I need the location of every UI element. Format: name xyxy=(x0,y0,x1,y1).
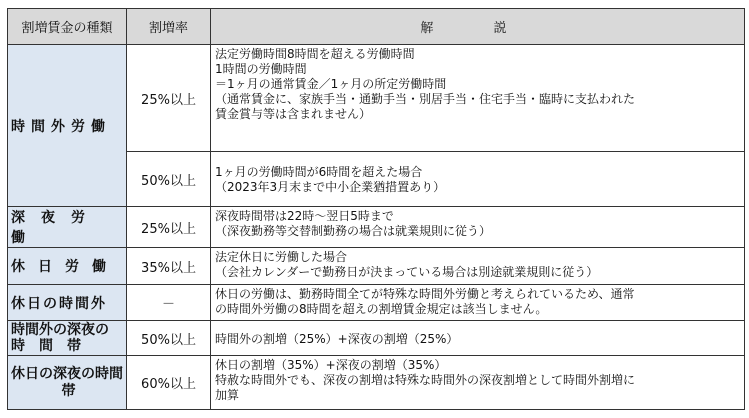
rate-cell: 50%以上 xyxy=(127,152,211,207)
description-cell: 1ヶ月の労働時間が6時間を超えた場合 （2023年3月末まで中小企業猶措置あり） xyxy=(211,152,745,207)
description-cell: 休日の労働は、勤務時間全てが特殊な時間外労働と考えられているため、通常 の時間外労働の8時間を超えの割増賃金規定は該当しません。 xyxy=(211,285,745,321)
description-cell: 法定労働時間8時間を超える労働時間 1時間の労働時間 ＝1ヶ月の通常賃金／1ヶ月の所定労働時間 （通常賃金に、家族手当・通勤手当・別居手当・住宅手当・臨時に支払われた 賃金賞与等は含まれません） xyxy=(211,45,745,152)
category-holiday-late-night: 休日の深夜の時間 帯 xyxy=(8,356,127,410)
category-overtime: 時間外労働 xyxy=(8,45,127,207)
rate-cell: － xyxy=(127,285,211,321)
table-row xyxy=(8,248,745,285)
header-type: 割増賃金の種類 xyxy=(8,9,127,45)
header-description: 解 説 xyxy=(211,9,745,45)
category-overtime-late-night: 時間外の深夜の 時間帯 xyxy=(8,321,127,356)
rate-cell: 50%以上 xyxy=(127,321,211,356)
rate-cell: 25%以上 xyxy=(127,45,211,152)
category-holiday: 休日労働 xyxy=(8,248,127,285)
description-cell: 休日の割増（35%）+深夜の割増（35%） 特赦な時間外でも、深夜の割増は特殊な時間外の深夜割増として時間外割増に 加算 xyxy=(211,356,745,410)
table-row xyxy=(8,45,745,152)
premium-wage-table xyxy=(7,8,745,410)
header-rate: 割増率 xyxy=(127,9,211,45)
rate-cell: 60%以上 xyxy=(127,356,211,410)
rate-cell: 35%以上 xyxy=(127,248,211,285)
table-row xyxy=(8,321,745,356)
table-row xyxy=(8,207,745,248)
description-cell: 時間外の割増（25%）+深夜の割増（25%） xyxy=(211,321,745,356)
category-holiday-overtime: 休日の時間外 xyxy=(8,285,127,321)
description-cell: 深夜時間帯は22時～翌日5時まで （深夜勤務等交替制勤務の場合は就業規則に従う） xyxy=(211,207,745,248)
header-row xyxy=(8,9,745,45)
category-late-night: 深夜労働 xyxy=(8,207,127,248)
table-row xyxy=(8,285,745,321)
table-row xyxy=(8,356,745,410)
rate-cell: 25%以上 xyxy=(127,207,211,248)
description-cell: 法定休日に労働した場合 （会社カレンダーで勤務日が決まっている場合は別途就業規則に従う） xyxy=(211,248,745,285)
